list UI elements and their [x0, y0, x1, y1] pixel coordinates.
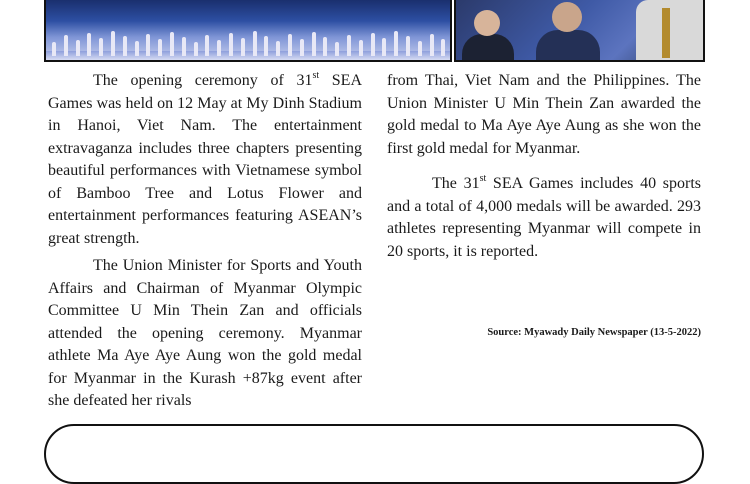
performer-figure [64, 35, 68, 56]
performer-figure [87, 33, 91, 56]
officials-photo [454, 0, 705, 62]
article-column-right [387, 70, 701, 263]
performer-figure [406, 36, 410, 56]
paragraph-games-info: The 31st SEA Games includes 40 sports and a total of 4,000 medals will be awarded. 293 athletes representing Myanmar will compete in 20 sports, it is reported. [387, 172, 701, 260]
performer-figure [194, 42, 198, 56]
performer-figure [430, 34, 434, 56]
performer-figure [300, 39, 304, 56]
performer-figure [323, 37, 327, 56]
performer-figure [394, 31, 398, 56]
performer-figure [170, 32, 174, 56]
performer-figure [347, 35, 351, 56]
performer-figure [264, 36, 268, 56]
performer-figure [217, 40, 221, 56]
performer-figure [312, 32, 316, 56]
performer-figure [205, 35, 209, 56]
paragraph-minister: The Union Minister for Sports and Youth Affairs and Chairman of Myanmar Olympic Committee U Min Thein Zan and officials attended the opening ceremony. Myanmar athlete Ma Aye Aye Aung won the gold medal for Myanmar in the Kurash +87kg event after she defeated her rivals [48, 257, 362, 409]
performer-figure [288, 34, 292, 56]
paragraph-opening: The opening ceremony of 31st SEA Games was held on 12 May at My Dinh Stadium in Hanoi, Viet Nam. The entertainment extravaganza includes three chapters presenting beautiful performances with Vietnamese symbol of Bamboo Tree and Lotus Flower and entertainment performances featuring ASEAN’s great strength. [48, 69, 363, 247]
performer-figure [359, 40, 363, 56]
performer-figure [123, 36, 127, 56]
performer-figure [418, 41, 422, 56]
performer-figure [229, 33, 233, 56]
article-column-left [48, 70, 362, 413]
performer-figure [276, 41, 280, 56]
performer-figure [371, 33, 375, 56]
performer-figure [441, 39, 445, 56]
performer-figure [52, 42, 56, 56]
performer-figure [182, 37, 186, 56]
paragraph-continued: from Thai, Viet Nam and the Philippines. The Union Minister U Min Thein Zan awarded the gold medal to Ma Aye Aye Aung as she won the first gold medal for Myanmar. [387, 72, 701, 157]
performer-figure [111, 31, 115, 56]
performer-figure [253, 31, 257, 56]
performer-figure [335, 42, 339, 56]
source-credit: Source: Myawady Daily Newspaper (13-5-2022) [487, 327, 701, 338]
performer-figure [146, 34, 150, 56]
performer-figure [241, 38, 245, 56]
performer-figure [382, 38, 386, 56]
performer-figure [158, 39, 162, 56]
ceremony-photo [44, 0, 452, 62]
rounded-frame [44, 424, 704, 484]
performer-figure [135, 41, 139, 56]
performer-figure [99, 38, 103, 56]
performer-figure [76, 40, 80, 56]
